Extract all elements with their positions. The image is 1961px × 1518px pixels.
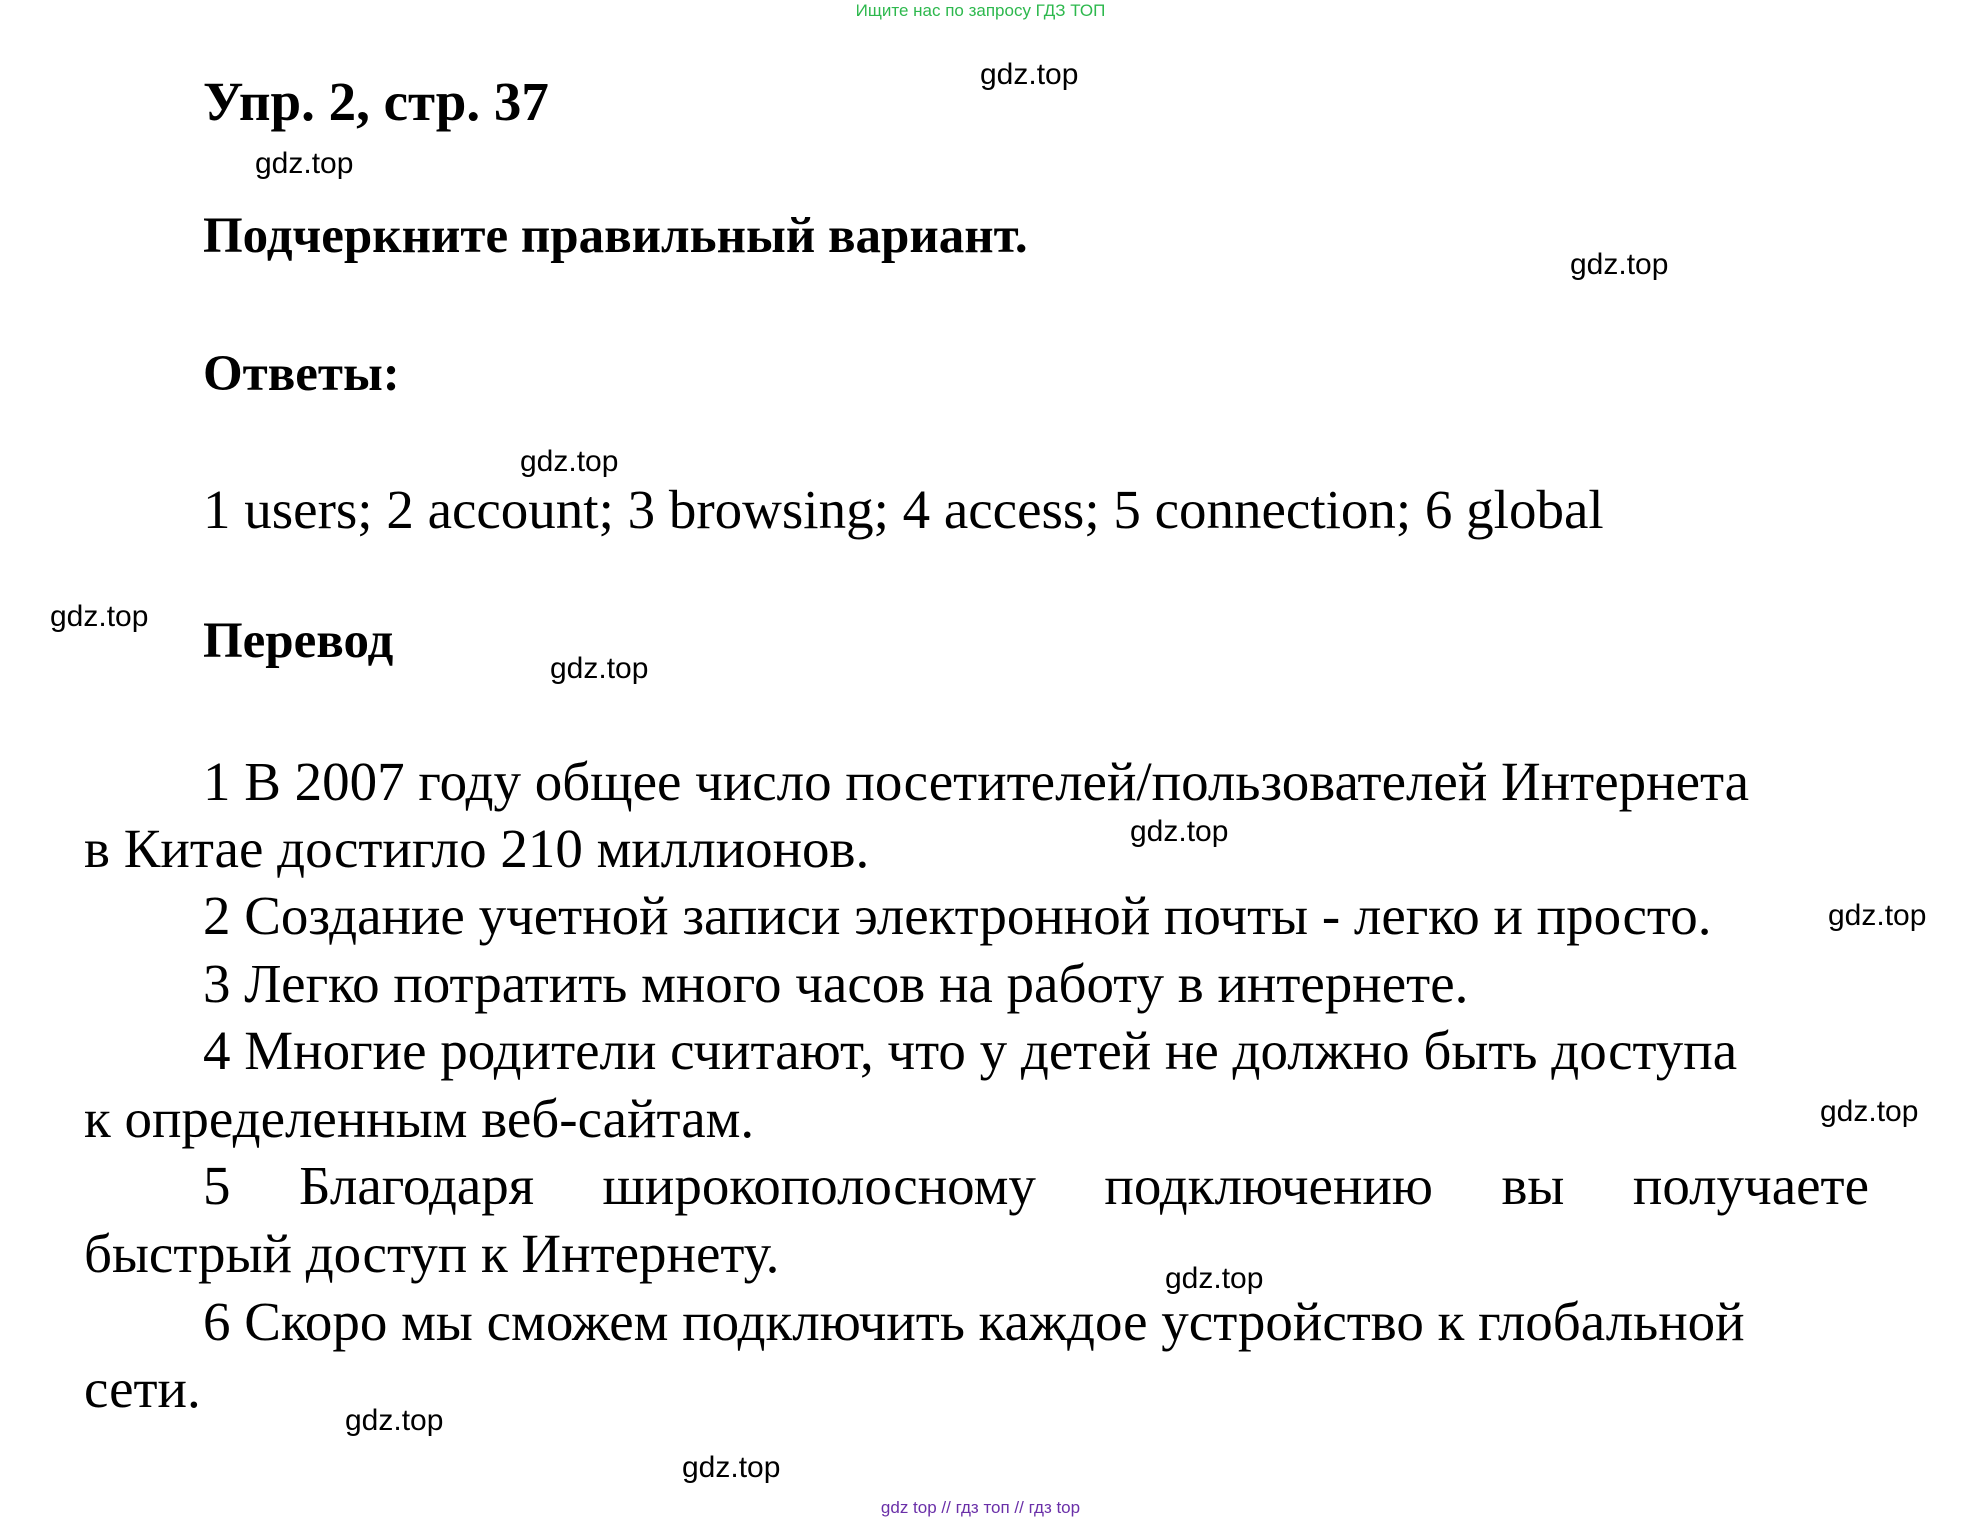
answers-text: 1 users; 2 account; 3 browsing; 4 access; 5 connection; 6 global [203,479,1604,540]
translation-item-1-line-2: в Китае достигло 210 миллионов. [84,818,870,879]
watermark: gdz.top [1570,248,1669,281]
answers-heading: Ответы: [203,346,400,402]
translation-item-3: 3 Легко потратить много часов на работу в интернете. [203,953,1469,1014]
translation-item-5-line-2: быстрый доступ к Интернету. [84,1223,780,1284]
translation-item-5-word: получаете [1632,1155,1869,1216]
translation-item-6-line-1: 6 Скоро мы сможем подключить каждое устройство к глобальной [203,1291,1745,1352]
footer-links: gdz top // гдз топ // гдз top [880,1498,1081,1517]
watermark: gdz.top [550,652,649,685]
translation-item-1-line-1: 1 В 2007 году общее число посетителей/пользователей Интернета [203,751,1750,812]
translation-item-2: 2 Создание учетной записи электронной почты - легко и просто. [203,885,1712,946]
translation-item-4-line-2: к определенным веб-сайтам. [84,1088,755,1149]
page-title: Упр. 2, стр. 37 [203,71,549,132]
watermark: gdz.top [980,58,1079,91]
translation-item-5-word: 5 [203,1155,231,1216]
watermark: gdz.top [520,445,619,478]
translation-item-6-line-2: сети. [84,1358,201,1419]
top-banner: Ищите нас по запросу ГДЗ ТОП [855,1,1106,20]
translation-heading: Перевод [203,613,394,669]
instruction-text: Подчеркните правильный вариант. [203,208,1028,264]
translation-item-5-word: подключению [1104,1155,1433,1216]
translation-item-5-word: широкополосному [602,1155,1036,1216]
translation-item-4-line-1: 4 Многие родители считают, что у детей не должно быть доступа [203,1020,1738,1081]
watermark: gdz.top [255,147,354,180]
translation-item-5-word: вы [1501,1155,1565,1216]
watermark: gdz.top [1820,1095,1919,1128]
translation-item-5-line-1 [203,1152,1869,1220]
watermark: gdz.top [1828,899,1927,932]
watermark: gdz.top [50,600,149,633]
watermark: gdz.top [345,1404,444,1437]
translation-item-5-word: Благодаря [299,1155,535,1216]
watermark: gdz.top [1130,815,1229,848]
watermark: gdz.top [682,1451,781,1484]
watermark: gdz.top [1165,1262,1264,1295]
